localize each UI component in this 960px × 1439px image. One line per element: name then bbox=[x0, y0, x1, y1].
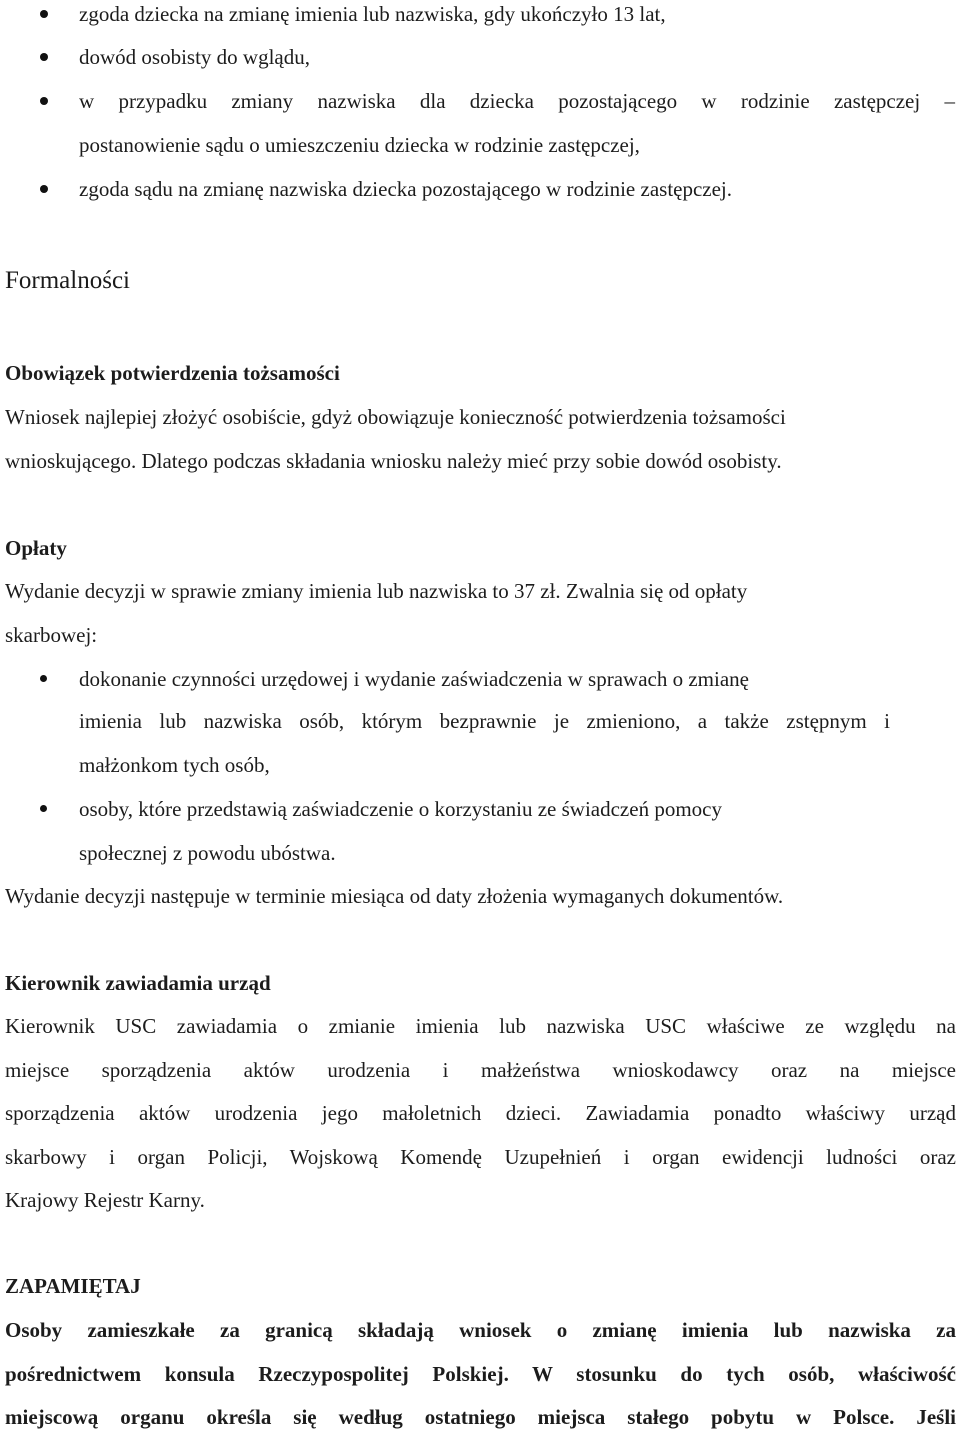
fees-text-line: Wydanie decyzji w sprawie zmiany imienia lub nazwiska to 37 zł. Zwalnia się od opłaty bbox=[5, 579, 748, 603]
remember-text-line: Osoby zamieszkałe za granicą składają wniosek o zmianę imienia lub nazwiska za bbox=[5, 1318, 956, 1342]
notify-text-line: Kierownik USC zawiadamia o zmianie imienia lub nazwiska USC właściwe ze względu na bbox=[5, 1014, 956, 1038]
bullet-icon bbox=[40, 675, 47, 682]
list-item bbox=[0, 167, 960, 211]
fees-deadline: Wydanie decyzji następuje w terminie miesiąca od daty złożenia wymaganych dokumentów. bbox=[5, 884, 784, 908]
remember-text-line: miejscową organu określa się według ostatniego miejsca stałego pobytu w Polsce. Jeśli bbox=[5, 1405, 956, 1429]
list-item-text: dokonanie czynności urzędowej i wydanie zaświadczenia w sprawach o zmianę bbox=[79, 667, 749, 691]
list-item-continuation: małżonkom tych osób, bbox=[79, 753, 270, 777]
remember-heading: ZAPAMIĘTAJ bbox=[5, 1274, 141, 1298]
list-item-continuation: społecznej z powodu ubóstwa. bbox=[79, 841, 336, 865]
fees-heading: Opłaty bbox=[5, 536, 67, 560]
list-item bbox=[0, 787, 960, 831]
notify-text-line: skarbowy i organ Policji, Wojskową Komendę Uzupełnień i organ ewidencji ludności oraz bbox=[5, 1145, 956, 1169]
fees-text-line: skarbowej: bbox=[5, 623, 98, 647]
identity-text-line: Wniosek najlepiej złożyć osobiście, gdyż obowiązuje konieczność potwierdzenia tożsamości bbox=[5, 405, 786, 429]
list-item bbox=[0, 0, 960, 36]
list-item bbox=[0, 35, 960, 79]
remember-text-line: pośrednictwem konsula Rzeczypospolitej Polskiej. W stosunku do tych osób, właściwość bbox=[5, 1362, 956, 1386]
list-item-text: osoby, które przedstawią zaświadczenie o korzystaniu ze świadczeń pomocy bbox=[79, 797, 722, 821]
identity-heading: Obowiązek potwierdzenia tożsamości bbox=[5, 361, 340, 385]
section-title: Formalności bbox=[5, 267, 130, 294]
bullet-icon bbox=[40, 10, 48, 18]
list-item-continuation bbox=[0, 123, 960, 167]
notify-text-line: Krajowy Rejestr Karny. bbox=[5, 1188, 205, 1212]
list-item bbox=[0, 657, 960, 701]
notify-text-line: miejsce sporządzenia aktów urodzenia i małżeństwa wnioskodawcy oraz na miejsce bbox=[5, 1058, 956, 1082]
list-item bbox=[0, 79, 960, 123]
list-item-continuation: imienia lub nazwiska osób, którym bezprawnie je zmieniono, a także zstępnym i bbox=[79, 709, 890, 733]
bullet-icon bbox=[40, 805, 47, 812]
identity-text-line: wnioskującego. Dlatego podczas składania wniosku należy mieć przy sobie dowód osobisty. bbox=[5, 449, 782, 473]
bullet-icon bbox=[40, 185, 48, 193]
bullet-icon bbox=[40, 97, 48, 105]
list-item-text: postanowienie sądu o umieszczeniu dziecka w rodzinie zastępczej, bbox=[79, 133, 640, 157]
list-item-text: zgoda sądu na zmianę nazwiska dziecka pozostającego w rodzinie zastępczej. bbox=[79, 177, 733, 201]
bullet-icon bbox=[40, 53, 48, 61]
list-item-text: w przypadku zmiany nazwiska dla dziecka pozostającego w rodzinie zastępczej – bbox=[79, 89, 955, 113]
list-item-text: dowód osobisty do wglądu, bbox=[79, 45, 310, 69]
list-item-text: zgoda dziecka na zmianę imienia lub nazwiska, gdy ukończyło 13 lat, bbox=[79, 2, 666, 26]
notify-heading: Kierownik zawiadamia urząd bbox=[5, 971, 271, 995]
notify-text-line: sporządzenia aktów urodzenia jego małoletnich dzieci. Zawiadamia ponadto właściwy urząd bbox=[5, 1101, 956, 1125]
